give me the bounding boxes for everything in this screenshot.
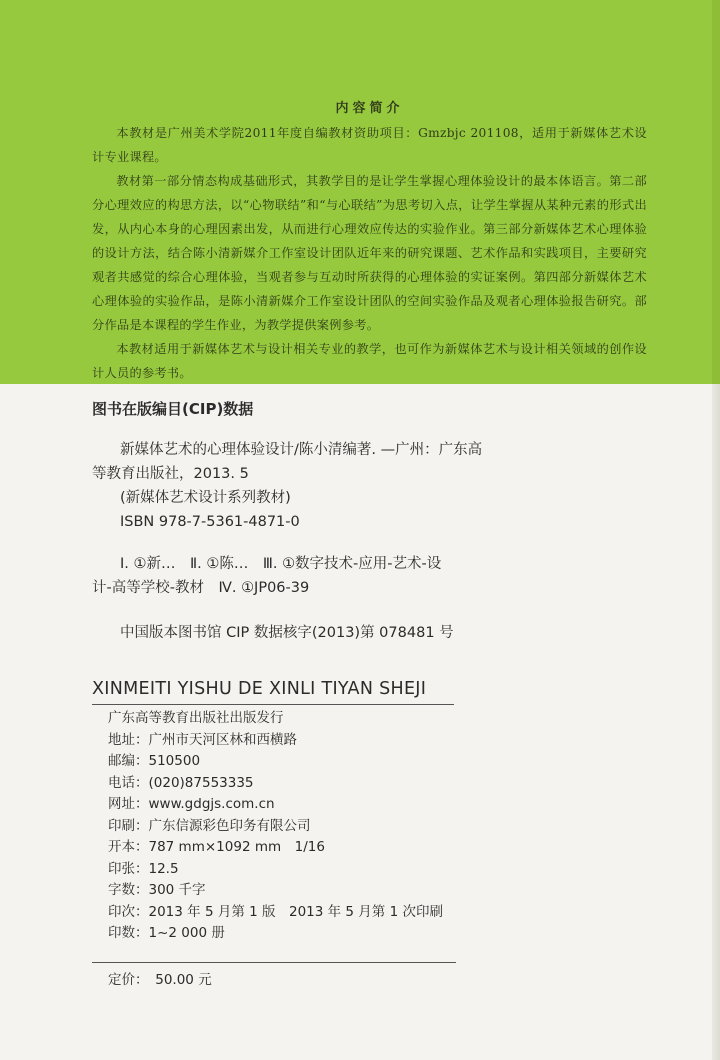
address-line: 地址：广州市天河区林和西横路 [108, 731, 297, 748]
divider-line [92, 704, 454, 705]
publisher-line: 广东高等教育出版社出版发行 [108, 710, 284, 726]
print-run-line: 印数：1~2 000 册 [108, 925, 225, 941]
cip-record-line: (新媒体艺术设计系列教材) [120, 490, 291, 506]
price-line: 定价： 50.00 元 [108, 972, 212, 988]
postcode-line: 邮编：510500 [108, 753, 201, 769]
wordcount-line: 字数：300 千字 [108, 882, 206, 898]
cip-record-line: 等教育出版社，2013. 5 [92, 466, 249, 482]
edition-line: 印次：2013 年 5 月第 1 版 2013 年 5 月第 1 次印刷 [108, 903, 443, 920]
cip-verification [92, 621, 652, 645]
cip-section [92, 396, 652, 422]
website-line: 网址：www.gdgjs.com.cn [108, 796, 275, 812]
phone-line: 电话：(020)87553335 [108, 774, 254, 791]
summary-paragraph: 教材第一部分情态构成基础形式，其教学目的是让学生掌握心理体验设计的最本体语言。第二部分心理效应的构思方法，以“心物联结”和“与心联结”为思考切入点，让学生掌握从某种元素的形式出发，从内心本身的心理因素出发，从而进行心理效应传达的实验作业。第三部分新媒体艺术心理体验的设计方法，结合陈小清新媒介工作室设计团队近年来的研究课题、艺术作品和实践项目，主要研究观者共感觉的综合心理体验，当观者参与互动时所获得的心理体验的实证案例。第四部分新媒体艺术心理体验的实验作品，是陈小清新媒介工作室设计团队的空间实验作品及观者心理体验报告研究。部分作品是本课程的学生作业，为教学提供案例参考。 [92, 174, 647, 332]
publication-info [108, 708, 443, 945]
cip-record-line: 新媒体艺术的心理体验设计/陈小清编著. —广州：广东高 [120, 442, 483, 458]
page-edge-green [712, 0, 720, 384]
cip-verification-line: 中国版本图书馆 CIP 数据核字(2013)第 078481 号 [120, 625, 454, 641]
cip-record-line: ISBN 978-7-5361-4871-0 [120, 514, 300, 530]
summary-paragraph: 本教材是广州美术学院2011年度自编教材资助项目：Gmzbjc 201108，适用于新媒体艺术设计专业课程。 [92, 126, 647, 164]
cip-record [92, 438, 652, 534]
summary-title: 内容简介 [335, 101, 404, 116]
printer-line: 印刷：广东信源彩色印务有限公司 [108, 817, 311, 834]
format-line: 开本：787 mm×1092 mm 1/16 [108, 839, 325, 855]
book-summary [92, 100, 647, 385]
cip-subject-line: 计-高等学校-教材 Ⅳ. ①JP06-39 [92, 580, 310, 596]
cip-subject-line: Ⅰ. ①新… Ⅱ. ①陈… Ⅲ. ①数字技术-应用-艺术-设 [120, 556, 442, 572]
summary-paragraph: 本教材适用于新媒体艺术与设计相关专业的教学，也可作为新媒体艺术与设计相关领域的创作设计人员的参考书。 [92, 342, 647, 380]
cip-subjects [92, 552, 652, 600]
sheets-line: 印张：12.5 [108, 860, 179, 877]
pinyin-title: XINMEITI YISHU DE XINLI TIYAN SHEJI [92, 679, 427, 699]
cip-heading: 图书在版编目(CIP)数据 [92, 400, 254, 418]
divider-line [92, 962, 456, 963]
